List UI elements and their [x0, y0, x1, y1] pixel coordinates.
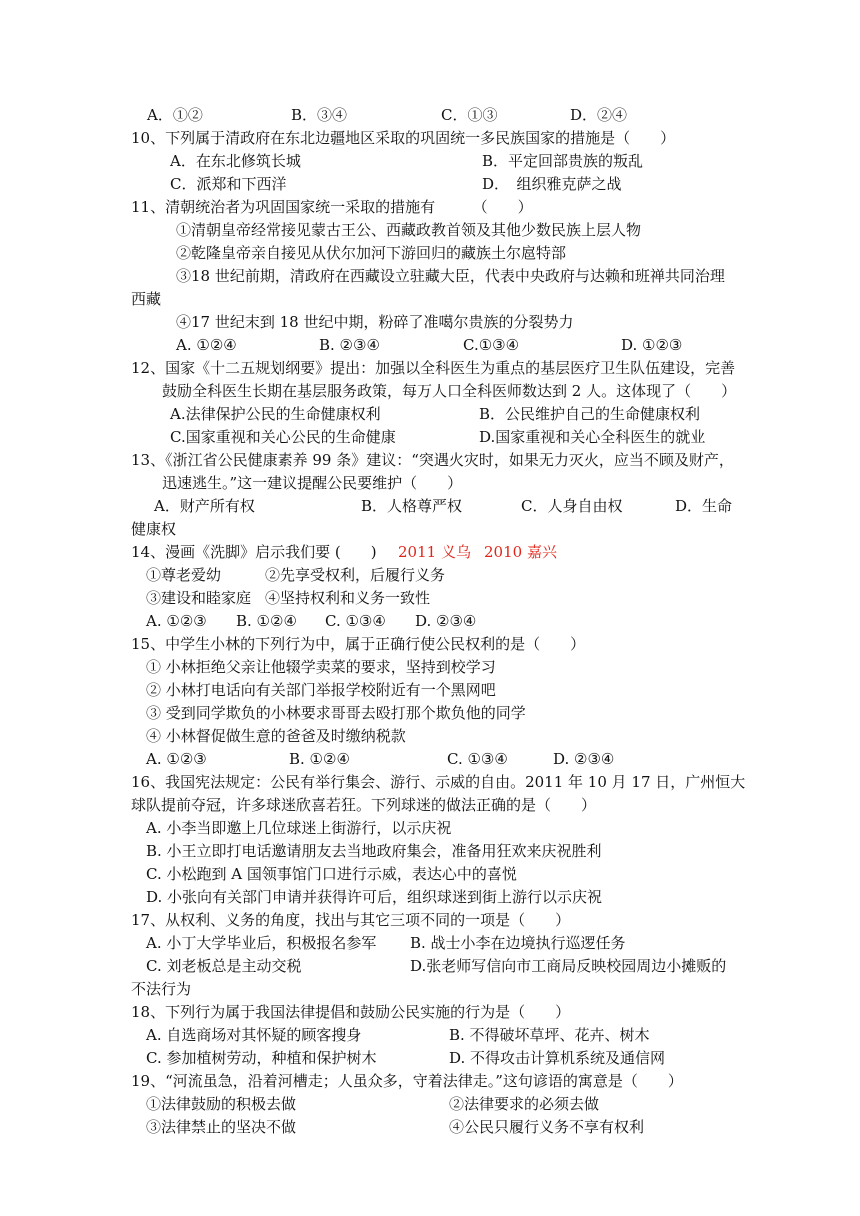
q11-option-b: B. ②③④: [319, 336, 380, 354]
q18-option-c: C. 参加植树劳动，种植和保护树木: [146, 1049, 377, 1067]
q11-item-4: ④17 世纪末到 18 世纪中期，粉碎了准噶尔贵族的分裂势力: [176, 313, 574, 331]
q14-option-b: B. ①②④: [236, 612, 297, 630]
q19-option-2: ②法律要求的必须去做: [449, 1095, 600, 1113]
q13-option-b: B．人格尊严权: [361, 497, 463, 515]
q14-item-2: ②先享受权利，后履行义务: [265, 566, 446, 584]
q12-option-d: D.国家重视和关心全科医生的就业: [479, 428, 706, 446]
q15-item-2: ② 小林打电话向有关部门举报学校附近有一个黑网吧: [146, 681, 496, 699]
q10-option-d: D． 组织雅克萨之战: [482, 175, 622, 193]
q13-stem-line-2: 迅速逃生。”这一建议提醒公民要维护（ ）: [162, 474, 463, 492]
q9-option-a: A．①②: [147, 106, 203, 124]
q17-option-c: C. 刘老板总是主动交税: [146, 957, 302, 975]
q17-stem: 17、从权利、义务的角度，找出与其它三项不同的一项是（ ）: [131, 911, 571, 929]
q18-option-d: D. 不得攻击计算机系统及通信网: [449, 1049, 666, 1067]
q17-option-b: B. 战士小李在边境执行巡逻任务: [410, 934, 626, 952]
q10-option-a: A．在东北修筑长城: [170, 152, 301, 170]
q15-option-a: A. ①②③: [146, 750, 207, 768]
q13-stem-line-1: 13、《浙江省公民健康素养 99 条》建议：“突遇火灾时，如果无力灭火，应当不顾及财产，: [131, 451, 734, 469]
q14-option-c: C. ①③④: [325, 612, 386, 630]
q12-stem-line-2: 鼓励全科医生长期在基层服务政策，每万人口全科医师数达到 2 人。这体现了（ ）: [162, 382, 737, 400]
q11-option-a: A. ①②④: [176, 336, 237, 354]
q14-item-4: ④坚持权利和义务一致性: [265, 589, 431, 607]
q15-item-3: ③ 受到同学欺负的小林要求哥哥去殴打那个欺负他的同学: [146, 704, 526, 722]
q17-option-d-wrap: 不法行为: [131, 980, 192, 998]
q15-option-d: D. ②③④: [553, 750, 615, 768]
q11-stem: 11、清朝统治者为巩固国家统一采取的措施有 （ ）: [131, 198, 533, 216]
q14-option-d: D. ②③④: [415, 612, 477, 630]
q11-item-3-wrap: 西藏: [131, 290, 162, 308]
q16-option-b: B. 小王立即打电话邀请朋友去当地政府集会，准备用狂欢来庆祝胜利: [146, 842, 602, 860]
q17-option-d: D.张老师写信向市工商局反映校园周边小摊贩的: [410, 957, 727, 975]
q11-item-2: ②乾隆皇帝亲自接见从伏尔加河下游回归的藏族土尔扈特部: [176, 244, 567, 262]
q13-option-d: D．生命: [675, 497, 733, 515]
q14-option-a: A. ①②③: [146, 612, 207, 630]
q15-option-b: B. ①②④: [289, 750, 350, 768]
q15-item-4: ④ 小林督促做生意的爸爸及时缴纳税款: [146, 727, 406, 745]
q16-stem-line-2: 球队提前夺冠，许多球迷欣喜若狂。下列球迷的做法正确的是（ ）: [131, 796, 597, 814]
q14-source-2: 2010 嘉兴: [484, 543, 557, 561]
q12-option-b: B．公民维护自己的生命健康权利: [479, 405, 701, 423]
q19-stem: 19、“河流虽急，沿着河槽走；人虽众多，守着法律走。”这句谚语的寓意是（ ）: [131, 1072, 683, 1090]
q14-stem: 14、漫画《洗脚》启示我们要 ( ): [131, 543, 377, 561]
q10-option-b: B．平定回部贵族的叛乱: [482, 152, 644, 170]
q15-stem: 15、中学生小林的下列行为中，属于正确行使公民权利的是（ ）: [131, 635, 586, 653]
q19-option-1: ①法律鼓励的积极去做: [146, 1095, 297, 1113]
q18-option-b: B. 不得破坏草坪、花卉、树木: [449, 1026, 650, 1044]
q10-option-c: C．派郑和下西洋: [170, 175, 287, 193]
q12-option-c: C.国家重视和关心公民的生命健康: [170, 428, 396, 446]
q16-option-d: D. 小张向有关部门申请并获得许可后，组织球迷到街上游行以示庆祝: [146, 888, 603, 906]
q9-option-b: B．③④: [291, 106, 348, 124]
q16-option-a: A. 小李当即邀上几位球迷上街游行，以示庆祝: [146, 819, 452, 837]
q11-option-c: C.①③④: [463, 336, 520, 354]
q9-option-c: C．①③: [441, 106, 498, 124]
q16-option-c: C. 小松跑到 A 国领事馆门口进行示威，表达心中的喜悦: [146, 865, 517, 883]
q15-option-c: C. ①③④: [447, 750, 508, 768]
q9-option-d: D．②④: [570, 106, 628, 124]
q10-stem: 10、下列属于清政府在东北边疆地区采取的巩固统一多民族国家的措施是（ ）: [131, 129, 676, 147]
q18-stem: 18、下列行为属于我国法律提倡和鼓励公民实施的行为是（ ）: [131, 1003, 571, 1021]
q14-item-3: ③建设和睦家庭: [146, 589, 252, 607]
q12-stem-line-1: 12、国家《十二五规划纲要》提出：加强以全科医生为重点的基层医疗卫生队伍建设，完善: [131, 359, 736, 377]
q11-item-3: ③18 世纪前期，清政府在西藏设立驻藏大臣，代表中央政府与达赖和班禅共同治理: [176, 267, 725, 285]
q18-option-a: A. 自选商场对其怀疑的顾客搜身: [146, 1026, 362, 1044]
q19-option-4: ④公民只履行义务不享有权利: [449, 1118, 645, 1136]
q14-item-1: ①尊老爱幼: [146, 566, 222, 584]
q11-item-1: ①清朝皇帝经常接见蒙古王公、西藏政教首领及其他少数民族上层人物: [176, 221, 642, 239]
q11-option-d: D. ①②③: [621, 336, 683, 354]
q19-option-3: ③法律禁止的坚决不做: [146, 1118, 297, 1136]
q15-item-1: ① 小林拒绝父亲让他辍学卖菜的要求，坚持到校学习: [146, 658, 496, 676]
q13-option-c: C．人身自由权: [521, 497, 623, 515]
q16-stem-line-1: 16、我国宪法规定：公民有举行集会、游行、示威的自由。2011 年 10 月 17 日，广州恒大: [131, 773, 746, 791]
q17-option-a: A. 小丁大学毕业后，积极报名参军: [146, 934, 377, 952]
q12-option-a: A.法律保护公民的生命健康权利: [170, 405, 381, 423]
q13-option-d-wrap: 健康权: [131, 520, 177, 538]
q13-option-a: A．财产所有权: [154, 497, 255, 515]
q14-source-1: 2011 义乌: [398, 543, 471, 561]
